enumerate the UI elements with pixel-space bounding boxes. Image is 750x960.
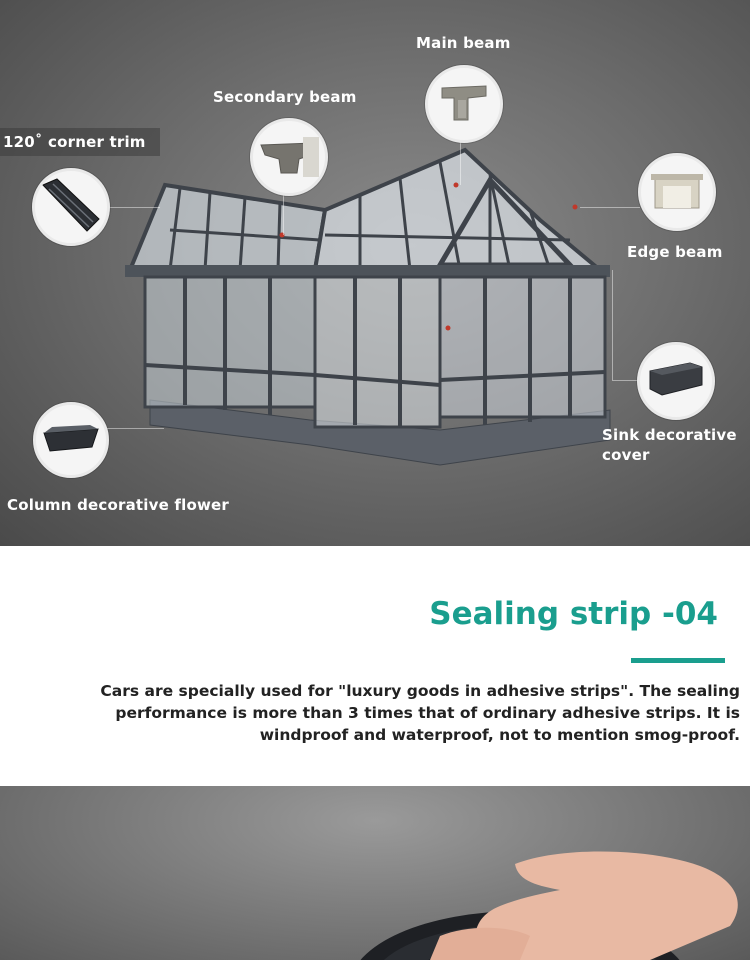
sunroom-illustration <box>110 140 630 470</box>
secondary-beam-label: Secondary beam <box>213 88 357 106</box>
hand-holding-strip-roll <box>0 786 750 960</box>
edge-beam-label: Edge beam <box>627 243 723 261</box>
column-flower-label: Column decorative flower <box>7 496 229 514</box>
column-flower-image <box>33 402 109 478</box>
sink-cover-image <box>637 342 715 420</box>
main-beam-label: Main beam <box>416 34 511 52</box>
main-beam-image <box>425 65 503 143</box>
sink-cover-label: Sink decorative cover <box>602 426 737 464</box>
secondary-beam-image <box>250 118 328 196</box>
title-accent-bar <box>631 658 725 663</box>
corner-trim-image <box>32 168 110 246</box>
section-description: Cars are specially used for "luxury goods in adhesive strips". The sealing performance is more than 3 times that of ordinary adhesive strips. It is windproof and waterproof, not to mention smog-proof. <box>100 682 740 744</box>
corner-trim-label: 120˚ corner trim <box>3 133 146 151</box>
sealing-strip-section <box>0 546 750 784</box>
sealing-strip-photo <box>0 786 750 960</box>
section-title: Sealing strip -04 <box>429 596 718 632</box>
edge-beam-image <box>638 153 716 231</box>
